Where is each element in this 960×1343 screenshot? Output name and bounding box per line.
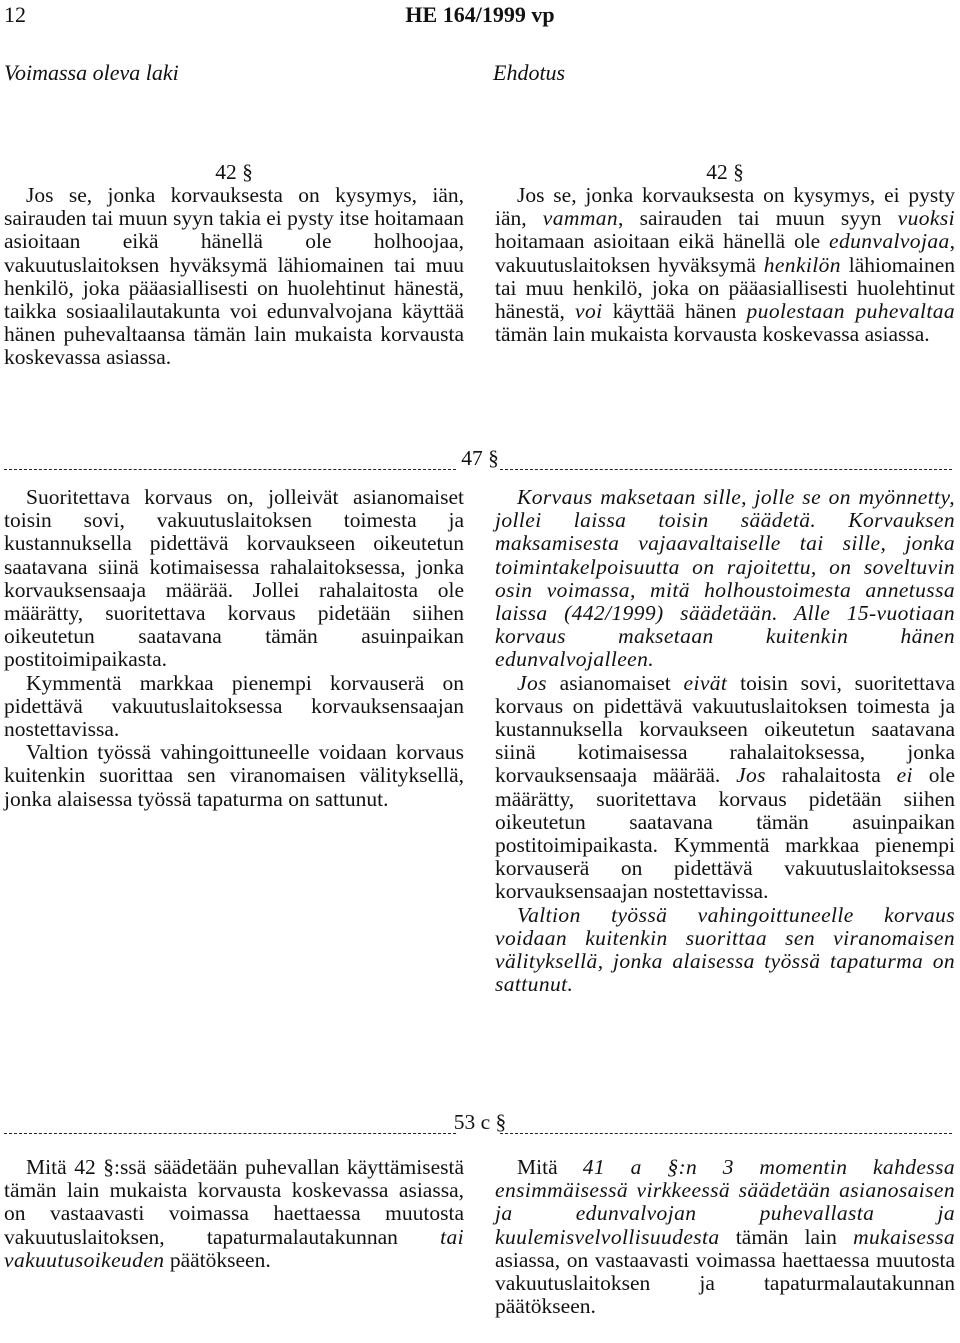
left-column-heading: Voimassa oleva laki xyxy=(4,60,179,85)
italic-text-run: edunvalvojaa xyxy=(829,229,950,254)
text-run: , vakuutuslaitoksen hyväksymä xyxy=(495,229,955,277)
section-42-number-right: 42 § xyxy=(706,160,744,184)
text-run: Mitä 42 §:ssä säädetään puhevallan käyttämisestä tämän lain mukaista korvausta koskevassa asiassa, on vastaavasti voimassa haettaessa muutosta vakuutuslaitoksen, tapaturmalautakunnan xyxy=(4,1155,464,1249)
paragraph: Jos se, jonka korvauksesta on kysymys, iän, sairauden tai muun syyn takia ei pysty itse hoitamaan asioitaan eikä hänellä ole holhoojaa, vakuutuslaitoksen hyväksymä lähiomainen tai muu henkilö, joka pääasiallisesti on huolehtinut hänestä, taikka sosiaalilautakunta voi edunvalvojana käyttää hänen puhevaltaansa tämän lain mukaista korvausta koskevassa asiassa. xyxy=(4,183,464,370)
omission-dashed-line-left xyxy=(4,1133,456,1134)
paragraph xyxy=(4,1156,464,1272)
omission-dashed-line-right xyxy=(500,469,952,470)
text-run: asianomaiset xyxy=(546,670,684,695)
italic-text-run: voi xyxy=(575,299,603,324)
paragraph xyxy=(495,184,955,346)
italic-text-run: Jos xyxy=(736,763,766,788)
italic-text-run: ei xyxy=(896,763,913,788)
italic-text-run: henkilön xyxy=(763,252,841,277)
section-53c-number: 53 c § xyxy=(453,1110,507,1134)
section-42-number-left: 42 § xyxy=(215,160,253,184)
italic-text-run: mukaisessa xyxy=(853,1224,955,1249)
right-column-heading: Ehdotus xyxy=(493,60,566,85)
paragraph: Suoritettava korvaus on, jolleivät asianomaiset toisin sovi, vakuutuslaitoksen toimesta ja kustannuksella pidettävä korvaukseen oikeutetun saatavana siinä kotimaisessa rahalaitoksessa, jonka korvauksensaaja määrää. Jollei rahalaitosta ole määrätty, suoritettava korvaus pidetään siihen oikeutetun saatavana tämän asuinpaikan postitoimipaikasta. xyxy=(4,485,464,672)
paragraph: Kymmentä markkaa pienempi korvauserä on pidettävä vakuutuslaitoksessa korvauksensaajan nostettavissa. xyxy=(4,670,464,742)
text-run: asiassa, on vastaavasti voimassa haettaessa muutosta vakuutuslaitoksen ja tapaturmalautakunnan päätökseen. xyxy=(495,1247,955,1319)
text-run: tämän lain xyxy=(719,1224,854,1249)
italic-text-run: tai vakuutusoikeuden xyxy=(4,1224,464,1272)
italic-text-run: Korvaus maksetaan sille, jolle se on myönnetty, jollei laissa toisin säädetä. Korvauksen maksamisesta vajaavaltaiselle tai sille, jonka toimintakelpoisuutta on rajoitettu, on soveltuvin osin voimassa, mitä holhoustoimesta annetussa laissa (442/1999) säädetään. Alle 15-vuotiaan korvaus maksetaan kuitenkin hänen edunvalvojalleen. xyxy=(495,485,955,672)
section-47-number: 47 § xyxy=(461,446,499,470)
paragraph xyxy=(495,672,955,904)
text-run: Jos se, jonka korvauksesta on kysymys, ei pysty iän, xyxy=(495,183,955,231)
text-run: ole määrätty, suoritettava korvaus pidetään siihen oikeutetun saatavana tämän asuinpaikan postitoimipaikasta. Kymmentä markkaa pienempi korvauserä on pidettävä vakuutuslaitoksessa korvauksensaajan nostettavissa. xyxy=(495,763,955,904)
section-53c-current-text xyxy=(4,1156,464,1272)
omission-dashed-line-right xyxy=(500,1133,952,1134)
italic-text-run: vuoksi xyxy=(897,206,955,231)
section-47-proposed-text xyxy=(495,486,955,996)
text-run: rahalaitosta xyxy=(765,763,897,788)
paragraph xyxy=(495,1156,955,1318)
section-42-proposed-text xyxy=(495,184,955,346)
section-42-current-text xyxy=(4,184,464,370)
paragraph xyxy=(495,904,955,997)
italic-text-run: 41 a §:n 3 momentin kahdessa ensimmäisessä virkkeessä säädetään asianosaisen ja edunvalvojan puhevallasta ja kuulemisvelvollisuudesta xyxy=(495,1155,955,1249)
italic-text-run: puolestaan puhevaltaa xyxy=(746,299,955,324)
paragraph: Valtion työssä vahingoittuneelle voidaan korvaus kuitenkin suorittaa sen viranomaisen välityksellä, jonka alaisessa työssä tapaturma on sattunut. xyxy=(4,740,464,811)
italic-text-run: Jos xyxy=(517,670,547,695)
omission-dashed-line-left xyxy=(4,469,456,470)
italic-text-run: Valtion työssä vahingoittuneelle korvaus voidaan kuitenkin suorittaa sen viranomaisen välityksellä, jonka alaisessa työssä tapaturma on sattunut. xyxy=(495,902,955,997)
text-run: , sairauden tai muun syyn xyxy=(618,206,898,231)
italic-text-run: eivät xyxy=(683,670,728,695)
text-run: hoitamaan asioitaan eikä hänellä ole xyxy=(495,229,829,254)
document-id: HE 164/1999 vp xyxy=(405,2,555,27)
text-run: Mitä xyxy=(517,1155,583,1179)
text-run: toisin sovi, suoritettava korvaus on pidettävä vakuutuslaitoksen toimesta ja kustannuksella korvaukseen oikeutetun saatavana siinä kotimaisessa rahalaitoksessa, jonka korvauksensaaja määrää. xyxy=(495,670,955,788)
text-run: käyttää hänen xyxy=(602,299,747,324)
page-number: 12 xyxy=(4,2,26,27)
section-47-current-text xyxy=(4,486,464,811)
section-53c-proposed-text xyxy=(495,1156,955,1318)
text-run: päätökseen. xyxy=(164,1247,271,1272)
italic-text-run: vamman xyxy=(542,206,619,231)
text-run: tämän lain mukaista korvausta koskevassa asiassa. xyxy=(495,322,930,347)
text-run: lähiomainen tai muu henkilö, joka on pääasiallisesti huolehtinut hänestä, xyxy=(495,252,955,324)
paragraph xyxy=(495,486,955,672)
